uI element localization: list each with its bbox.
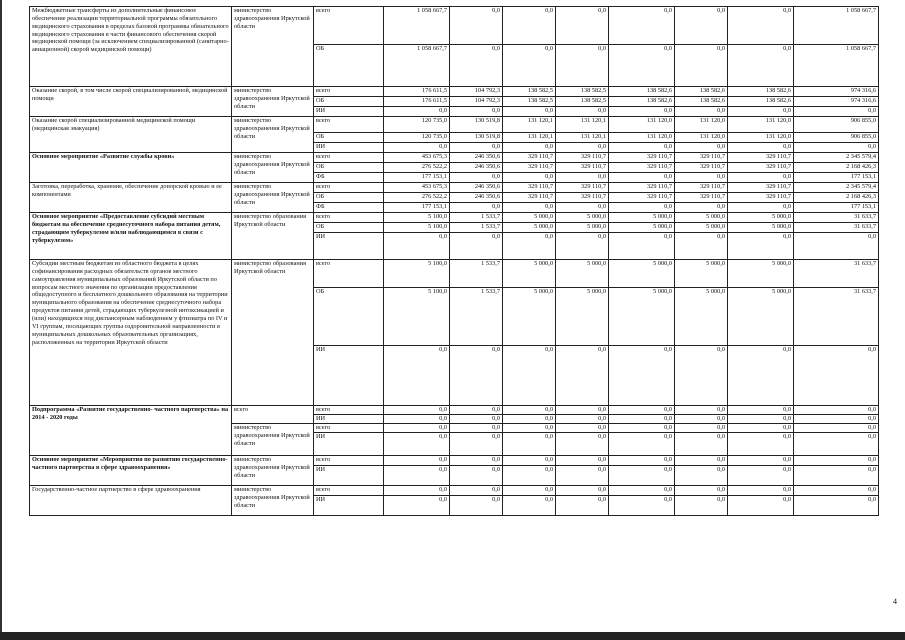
year-value-cell: 0,0 — [675, 107, 728, 117]
year-value-cell: 0,0 — [503, 7, 556, 45]
funding-source-cell: ИИ — [314, 346, 384, 406]
year-value-cell: 0,0 — [384, 233, 450, 260]
year-value-cell: 0,0 — [675, 143, 728, 153]
year-value-cell: 0,0 — [503, 456, 556, 466]
year-value-cell: 0,0 — [675, 486, 728, 496]
funding-source-cell: ФБ — [314, 203, 384, 213]
year-value-cell: 0,0 — [675, 173, 728, 183]
year-value-cell: 0,0 — [609, 486, 675, 496]
year-value-cell: 0,0 — [675, 45, 728, 87]
year-value-cell: 0,0 — [556, 415, 609, 424]
year-value-cell: 0,0 — [675, 406, 728, 415]
year-value-cell: 0,0 — [675, 456, 728, 466]
year-value-cell: 0,0 — [450, 107, 503, 117]
year-value-cell: 0,0 — [728, 203, 794, 213]
funding-source-cell: ИИ — [314, 233, 384, 260]
measure-name-cell: Оказание скорой, в том числе скорой специализированной, медицинской помощи — [30, 87, 232, 117]
year-value-cell: 0,0 — [384, 496, 450, 516]
table-row — [30, 406, 879, 415]
year-value-cell: 5 000,0 — [728, 223, 794, 233]
funding-source-cell: ОБ — [314, 97, 384, 107]
year-value-cell: 329 110,7 — [675, 163, 728, 173]
year-value-cell: 0,0 — [384, 346, 450, 406]
year-value-cell: 0,0 — [450, 203, 503, 213]
total-value-cell: 177 153,1 — [794, 173, 879, 183]
year-value-cell: 0,0 — [728, 346, 794, 406]
funding-source-cell: ОБ — [314, 193, 384, 203]
total-value-cell: 0,0 — [794, 466, 879, 486]
year-value-cell: 131 120,0 — [675, 133, 728, 143]
funding-source-cell: всего — [314, 213, 384, 223]
year-value-cell: 0,0 — [450, 433, 503, 456]
table-body — [30, 7, 879, 516]
year-value-cell: 276 522,2 — [384, 193, 450, 203]
total-value-cell: 0,0 — [794, 433, 879, 456]
year-value-cell: 0,0 — [503, 424, 556, 433]
total-value-cell: 906 855,0 — [794, 133, 879, 143]
year-value-cell: 0,0 — [609, 496, 675, 516]
year-value-cell: 0,0 — [609, 415, 675, 424]
year-value-cell: 329 110,7 — [675, 183, 728, 193]
year-value-cell: 131 120,0 — [609, 117, 675, 133]
year-value-cell: 0,0 — [503, 486, 556, 496]
scan-bottom-edge — [0, 632, 905, 640]
year-value-cell: 0,0 — [728, 466, 794, 486]
funding-source-cell: всего — [314, 406, 384, 415]
funding-source-cell: ОБ — [314, 133, 384, 143]
year-value-cell: 0,0 — [556, 143, 609, 153]
year-value-cell: 0,0 — [609, 466, 675, 486]
funding-source-cell: ОБ — [314, 288, 384, 346]
year-value-cell: 0,0 — [450, 424, 503, 433]
year-value-cell: 0,0 — [556, 346, 609, 406]
year-value-cell: 0,0 — [609, 346, 675, 406]
total-value-cell: 0,0 — [794, 486, 879, 496]
funding-source-cell: всего — [314, 260, 384, 288]
year-value-cell: 0,0 — [728, 107, 794, 117]
table-row — [30, 7, 879, 45]
year-value-cell: 138 582,5 — [503, 87, 556, 97]
total-value-cell: 2 168 426,3 — [794, 163, 879, 173]
measure-name-cell: Заготовка, переработка, хранение, обеспечение донорской кровью и ее компонентами — [30, 183, 232, 213]
year-value-cell: 104 792,3 — [450, 97, 503, 107]
year-value-cell: 329 110,7 — [609, 193, 675, 203]
year-value-cell: 329 110,7 — [503, 153, 556, 163]
measure-name-cell: Основное мероприятие «Развитие службы крови» — [30, 153, 232, 183]
year-value-cell: 5 000,0 — [675, 288, 728, 346]
year-value-cell: 329 110,7 — [556, 153, 609, 163]
year-value-cell: 0,0 — [503, 107, 556, 117]
total-value-cell: 2 345 579,4 — [794, 153, 879, 163]
year-value-cell: 0,0 — [450, 456, 503, 466]
year-value-cell: 138 582,6 — [609, 87, 675, 97]
year-value-cell: 0,0 — [728, 406, 794, 415]
year-value-cell: 246 350,6 — [450, 183, 503, 193]
year-value-cell: 0,0 — [384, 433, 450, 456]
year-value-cell: 329 110,7 — [503, 183, 556, 193]
year-value-cell: 0,0 — [384, 456, 450, 466]
year-value-cell: 5 000,0 — [503, 213, 556, 223]
year-value-cell: 1 533,7 — [450, 223, 503, 233]
table-row — [30, 456, 879, 466]
year-value-cell: 0,0 — [556, 45, 609, 87]
year-value-cell: 0,0 — [556, 406, 609, 415]
year-value-cell: 0,0 — [609, 107, 675, 117]
year-value-cell: 0,0 — [675, 433, 728, 456]
scan-left-edge — [0, 0, 2, 640]
year-value-cell: 0,0 — [384, 107, 450, 117]
year-value-cell: 176 611,5 — [384, 97, 450, 107]
year-value-cell: 0,0 — [728, 233, 794, 260]
year-value-cell: 5 000,0 — [609, 223, 675, 233]
year-value-cell: 0,0 — [556, 433, 609, 456]
funding-source-cell: ОБ — [314, 223, 384, 233]
year-value-cell: 0,0 — [503, 346, 556, 406]
year-value-cell: 120 735,0 — [384, 117, 450, 133]
year-value-cell: 0,0 — [503, 173, 556, 183]
year-value-cell: 329 110,7 — [728, 153, 794, 163]
year-value-cell: 0,0 — [450, 45, 503, 87]
year-value-cell: 131 120,1 — [556, 117, 609, 133]
year-value-cell: 329 110,7 — [556, 183, 609, 193]
total-value-cell: 0,0 — [794, 415, 879, 424]
year-value-cell: 0,0 — [728, 496, 794, 516]
year-value-cell: 0,0 — [450, 406, 503, 415]
year-value-cell: 0,0 — [556, 107, 609, 117]
total-value-cell: 0,0 — [794, 424, 879, 433]
year-value-cell: 246 350,6 — [450, 163, 503, 173]
year-value-cell: 0,0 — [384, 415, 450, 424]
total-value-cell: 2 168 426,3 — [794, 193, 879, 203]
year-value-cell: 0,0 — [384, 143, 450, 153]
year-value-cell: 0,0 — [450, 233, 503, 260]
year-value-cell: 131 120,1 — [556, 133, 609, 143]
year-value-cell: 0,0 — [556, 203, 609, 213]
year-value-cell: 0,0 — [556, 486, 609, 496]
year-value-cell: 329 110,7 — [609, 153, 675, 163]
table-row — [30, 117, 879, 133]
year-value-cell: 0,0 — [450, 466, 503, 486]
year-value-cell: 0,0 — [609, 143, 675, 153]
total-value-cell: 2 345 579,4 — [794, 183, 879, 193]
table-row — [30, 486, 879, 496]
funding-source-cell: ИИ — [314, 143, 384, 153]
year-value-cell: 5 000,0 — [503, 260, 556, 288]
executor-cell: министерство здравоохранения Иркутской области — [232, 7, 314, 87]
year-value-cell: 138 582,5 — [556, 97, 609, 107]
year-value-cell: 1 533,7 — [450, 260, 503, 288]
year-value-cell: 0,0 — [728, 7, 794, 45]
funding-source-cell: ИИ — [314, 433, 384, 456]
total-value-cell: 974 316,6 — [794, 87, 879, 97]
year-value-cell: 5 100,0 — [384, 260, 450, 288]
year-value-cell: 176 611,5 — [384, 87, 450, 97]
year-value-cell: 1 533,7 — [450, 288, 503, 346]
total-value-cell: 906 855,0 — [794, 117, 879, 133]
funding-source-cell: всего — [314, 456, 384, 466]
year-value-cell: 131 120,0 — [609, 133, 675, 143]
funding-source-cell: всего — [314, 486, 384, 496]
funding-source-cell: ИИ — [314, 496, 384, 516]
year-value-cell: 5 100,0 — [384, 288, 450, 346]
year-value-cell: 177 153,1 — [384, 203, 450, 213]
total-value-cell: 0,0 — [794, 496, 879, 516]
year-value-cell: 276 522,2 — [384, 163, 450, 173]
year-value-cell: 138 582,6 — [728, 87, 794, 97]
measure-name-cell: Межбюджетные трансферты из дополнительные финансовое обеспечение реализации территориальной программы обязательного медицинского страхования в пределах базовой программы обязательного медицинского страхования в части финансового обеспечения скорой медицинской помощи (за исключением специализированной (санитарно-авиационной) скорой медицинской помощи) — [30, 7, 232, 87]
year-value-cell: 177 153,1 — [384, 173, 450, 183]
funding-source-cell: всего — [314, 183, 384, 193]
measure-name-cell: Подпрограмма «Развитие государственно- частного партнерства» на 2014 - 2020 годы — [30, 406, 232, 456]
funding-source-cell: ИИ — [314, 466, 384, 486]
total-value-cell: 31 633,7 — [794, 213, 879, 223]
year-value-cell: 329 110,7 — [728, 183, 794, 193]
total-value-cell: 0,0 — [794, 456, 879, 466]
year-value-cell: 0,0 — [556, 466, 609, 486]
funding-source-cell: ИИ — [314, 415, 384, 424]
year-value-cell: 0,0 — [609, 45, 675, 87]
year-value-cell: 0,0 — [450, 346, 503, 406]
year-value-cell: 0,0 — [675, 7, 728, 45]
year-value-cell: 0,0 — [675, 424, 728, 433]
year-value-cell: 0,0 — [450, 173, 503, 183]
funding-source-cell: ФБ — [314, 173, 384, 183]
table-row — [30, 153, 879, 163]
year-value-cell: 131 120,0 — [728, 117, 794, 133]
year-value-cell: 5 000,0 — [503, 288, 556, 346]
table-row — [30, 87, 879, 97]
year-value-cell: 0,0 — [728, 486, 794, 496]
year-value-cell: 5 000,0 — [556, 288, 609, 346]
measure-name-cell: Оказание скорой специализированной медицинской помощи (медицинская эвакуация) — [30, 117, 232, 153]
year-value-cell: 0,0 — [556, 496, 609, 516]
year-value-cell: 0,0 — [675, 466, 728, 486]
year-value-cell: 0,0 — [503, 45, 556, 87]
year-value-cell: 0,0 — [450, 7, 503, 45]
year-value-cell: 5 000,0 — [609, 260, 675, 288]
executor-cell: министерство здравоохранения Иркутской области — [232, 117, 314, 153]
year-value-cell: 329 110,7 — [675, 193, 728, 203]
year-value-cell: 0,0 — [503, 203, 556, 213]
year-value-cell: 0,0 — [556, 233, 609, 260]
year-value-cell: 0,0 — [503, 433, 556, 456]
year-value-cell: 246 350,6 — [450, 193, 503, 203]
executor-cell: министерство здравоохранения Иркутской области — [232, 486, 314, 516]
year-value-cell: 329 110,7 — [556, 163, 609, 173]
executor-cell: министерство здравоохранения Иркутской области — [232, 153, 314, 183]
year-value-cell: 0,0 — [503, 466, 556, 486]
year-value-cell: 329 110,7 — [728, 193, 794, 203]
year-value-cell: 0,0 — [728, 173, 794, 183]
year-value-cell: 5 000,0 — [609, 288, 675, 346]
year-value-cell: 0,0 — [384, 424, 450, 433]
year-value-cell: 0,0 — [728, 424, 794, 433]
year-value-cell: 138 582,6 — [609, 97, 675, 107]
executor-cell: министерство образования Иркутской области — [232, 260, 314, 406]
year-value-cell: 329 110,7 — [675, 153, 728, 163]
year-value-cell: 0,0 — [675, 496, 728, 516]
measure-name-cell: Субсидии местным бюджетам из областного бюджета в целях софинансирования расходных обязательств органов местного самоуправления муниципальных образований Иркутской области по вопросам местного значения по организации предоставления общедоступного и бесплатного дошкольного образования на территории муниципального образования на обеспечение среднесуточного набора продуктов питания детей, страдающих туберкулезной интоксикацией и (или) находящихся под диспансерным наблюдением у фтизиатра по IV и VI группам, посещающих группы оздоровительной направленности в муниципальных дошкольных образовательных организациях, расположенных на территории Иркутской области — [30, 260, 232, 406]
year-value-cell: 0,0 — [609, 203, 675, 213]
year-value-cell: 453 675,3 — [384, 153, 450, 163]
year-value-cell: 5 000,0 — [728, 260, 794, 288]
year-value-cell: 5 000,0 — [503, 223, 556, 233]
year-value-cell: 138 582,6 — [675, 87, 728, 97]
year-value-cell: 0,0 — [556, 7, 609, 45]
year-value-cell: 0,0 — [675, 415, 728, 424]
year-value-cell: 120 735,0 — [384, 133, 450, 143]
year-value-cell: 329 110,7 — [556, 193, 609, 203]
measure-name-cell: Основное мероприятие «Предоставление субсидий местным бюджетам на обеспечение среднесуточного набора питания детям, страдающим туберкулезом и/или наблюдающимся в связи с туберкулезом» — [30, 213, 232, 260]
year-value-cell: 1 533,7 — [450, 213, 503, 223]
measure-name-cell: Основное мероприятие «Мероприятия по развитию государственно-частного партнерства в сфере здравоохранения» — [30, 456, 232, 486]
year-value-cell: 5 000,0 — [728, 288, 794, 346]
year-value-cell: 0,0 — [503, 406, 556, 415]
executor-cell: министерство здравоохранения Иркутской области — [232, 87, 314, 117]
year-value-cell: 5 000,0 — [728, 213, 794, 223]
year-value-cell: 329 110,7 — [503, 163, 556, 173]
table-row — [30, 213, 879, 223]
budget-table — [29, 6, 879, 516]
year-value-cell: 0,0 — [609, 433, 675, 456]
funding-source-cell: всего — [314, 87, 384, 97]
year-value-cell: 5 000,0 — [609, 213, 675, 223]
year-value-cell: 5 000,0 — [556, 223, 609, 233]
year-value-cell: 0,0 — [675, 346, 728, 406]
year-value-cell: 0,0 — [728, 415, 794, 424]
total-value-cell: 0,0 — [794, 143, 879, 153]
page-number: 4 — [893, 597, 897, 606]
year-value-cell: 0,0 — [556, 173, 609, 183]
executor-cell: министерство здравоохранения Иркутской области — [232, 456, 314, 486]
year-value-cell: 0,0 — [675, 233, 728, 260]
year-value-cell: 5 100,0 — [384, 223, 450, 233]
year-value-cell: 5 000,0 — [556, 213, 609, 223]
year-value-cell: 0,0 — [728, 456, 794, 466]
total-value-cell: 177 153,1 — [794, 203, 879, 213]
year-value-cell: 246 350,6 — [450, 153, 503, 163]
year-value-cell: 0,0 — [384, 406, 450, 415]
year-value-cell: 0,0 — [556, 456, 609, 466]
year-value-cell: 0,0 — [675, 203, 728, 213]
table-row — [30, 183, 879, 193]
year-value-cell: 131 120,1 — [503, 133, 556, 143]
year-value-cell: 0,0 — [728, 143, 794, 153]
funding-source-cell: всего — [314, 117, 384, 133]
year-value-cell: 0,0 — [450, 496, 503, 516]
total-value-cell: 0,0 — [794, 346, 879, 406]
year-value-cell: 5 000,0 — [675, 223, 728, 233]
total-value-cell: 0,0 — [794, 233, 879, 260]
year-value-cell: 0,0 — [450, 143, 503, 153]
year-value-cell: 138 582,5 — [556, 87, 609, 97]
funding-source-cell: всего — [314, 7, 384, 45]
table-row — [30, 260, 879, 288]
year-value-cell: 0,0 — [384, 486, 450, 496]
year-value-cell: 329 110,7 — [609, 163, 675, 173]
total-value-cell: 974 316,6 — [794, 97, 879, 107]
year-value-cell: 0,0 — [609, 173, 675, 183]
total-value-cell: 1 058 667,7 — [794, 45, 879, 87]
year-value-cell: 0,0 — [609, 456, 675, 466]
year-value-cell: 131 120,1 — [503, 117, 556, 133]
year-value-cell: 5 000,0 — [675, 213, 728, 223]
year-value-cell: 5 100,0 — [384, 213, 450, 223]
year-value-cell: 0,0 — [503, 496, 556, 516]
year-value-cell: 5 000,0 — [556, 260, 609, 288]
year-value-cell: 130 519,8 — [450, 133, 503, 143]
year-value-cell: 0,0 — [503, 233, 556, 260]
year-value-cell: 329 110,7 — [503, 193, 556, 203]
year-value-cell: 0,0 — [450, 486, 503, 496]
total-value-cell: 0,0 — [794, 107, 879, 117]
year-value-cell: 0,0 — [503, 415, 556, 424]
year-value-cell: 0,0 — [728, 433, 794, 456]
total-value-cell: 31 633,7 — [794, 223, 879, 233]
funding-source-cell: всего — [314, 424, 384, 433]
year-value-cell: 0,0 — [609, 7, 675, 45]
year-value-cell: 130 519,8 — [450, 117, 503, 133]
year-value-cell: 329 110,7 — [609, 183, 675, 193]
funding-source-cell: ОБ — [314, 163, 384, 173]
year-value-cell: 453 675,3 — [384, 183, 450, 193]
year-value-cell: 5 000,0 — [675, 260, 728, 288]
funding-source-cell: ИИ — [314, 107, 384, 117]
year-value-cell: 0,0 — [503, 143, 556, 153]
measure-name-cell: Государственно-частное партнерство в сфере здравоохранения — [30, 486, 232, 516]
total-value-cell: 31 633,7 — [794, 288, 879, 346]
year-value-cell: 0,0 — [609, 406, 675, 415]
year-value-cell: 104 792,3 — [450, 87, 503, 97]
year-value-cell: 138 582,5 — [503, 97, 556, 107]
year-value-cell: 131 120,0 — [728, 133, 794, 143]
year-value-cell: 1 058 667,7 — [384, 7, 450, 45]
executor-cell: министерство здравоохранения Иркутской области — [232, 424, 314, 456]
year-value-cell: 138 582,6 — [728, 97, 794, 107]
funding-source-cell: ОБ — [314, 45, 384, 87]
year-value-cell: 0,0 — [450, 415, 503, 424]
total-value-cell: 1 058 667,7 — [794, 7, 879, 45]
year-value-cell: 1 058 667,7 — [384, 45, 450, 87]
year-value-cell: 138 582,6 — [675, 97, 728, 107]
executor-cell: министерство образования Иркутской области — [232, 213, 314, 260]
year-value-cell: 329 110,7 — [728, 163, 794, 173]
year-value-cell: 0,0 — [556, 424, 609, 433]
year-value-cell: 131 120,0 — [675, 117, 728, 133]
year-value-cell: 0,0 — [609, 424, 675, 433]
total-value-cell: 0,0 — [794, 406, 879, 415]
year-value-cell: 0,0 — [384, 466, 450, 486]
year-value-cell: 0,0 — [728, 45, 794, 87]
executor-cell: всего — [232, 406, 314, 424]
year-value-cell: 0,0 — [609, 233, 675, 260]
total-value-cell: 31 633,7 — [794, 260, 879, 288]
executor-cell: министерство здравоохранения Иркутской области — [232, 183, 314, 213]
funding-source-cell: всего — [314, 153, 384, 163]
